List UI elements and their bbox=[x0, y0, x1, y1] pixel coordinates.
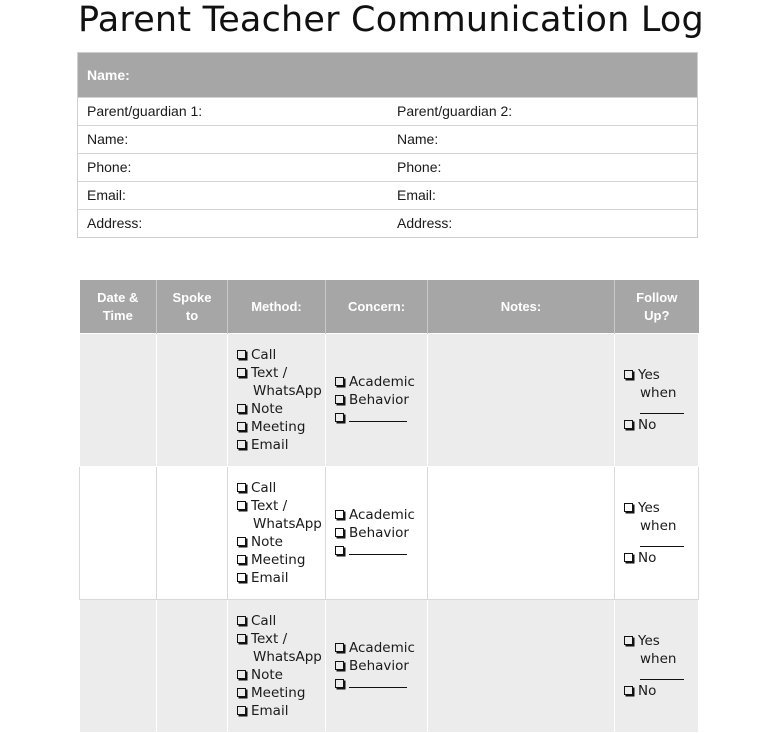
method-text-option[interactable]: Text / bbox=[237, 630, 325, 648]
date-time-cell[interactable] bbox=[80, 600, 157, 733]
checkbox-icon[interactable] bbox=[335, 377, 344, 386]
method-text-label-cont: WhatsApp bbox=[253, 383, 322, 399]
follow-yes-option[interactable]: Yes bbox=[624, 632, 698, 650]
log-entry-row bbox=[80, 334, 699, 467]
info-row bbox=[78, 209, 697, 237]
concern-other-option[interactable] bbox=[335, 542, 427, 560]
when-blank-line[interactable] bbox=[640, 535, 684, 547]
checkbox-icon[interactable] bbox=[335, 413, 344, 422]
spoke-to-cell[interactable] bbox=[157, 467, 228, 600]
concern-other-option[interactable] bbox=[335, 675, 427, 693]
date-time-cell[interactable] bbox=[80, 467, 157, 600]
page-title: Parent Teacher Communication Log bbox=[78, 0, 704, 40]
follow-yes-option[interactable]: Yes bbox=[624, 366, 698, 384]
method-call-option[interactable]: Call bbox=[237, 612, 325, 630]
notes-cell[interactable] bbox=[428, 467, 615, 600]
student-name-header[interactable]: Name: bbox=[78, 53, 697, 97]
notes-cell[interactable] bbox=[428, 334, 615, 467]
spoke-to-header: Spoke to bbox=[157, 280, 228, 334]
method-email-option[interactable]: Email bbox=[237, 569, 325, 587]
checkbox-icon[interactable] bbox=[237, 555, 246, 564]
info-row bbox=[78, 181, 697, 209]
log-entry-row bbox=[80, 467, 699, 600]
parent1-email-field[interactable]: Email: bbox=[87, 187, 126, 203]
log-entry-row bbox=[80, 600, 699, 733]
follow-when-label: when bbox=[640, 518, 677, 534]
checkbox-icon[interactable] bbox=[335, 528, 344, 537]
follow-no-option[interactable]: No bbox=[624, 682, 698, 700]
method-cell bbox=[228, 600, 326, 733]
follow-up-header: Follow Up? bbox=[615, 280, 699, 334]
info-row bbox=[78, 153, 697, 181]
concern-academic-option[interactable]: Academic bbox=[335, 373, 427, 391]
checkbox-icon[interactable] bbox=[624, 686, 633, 695]
follow-yes-option[interactable]: Yes bbox=[624, 499, 698, 517]
checkbox-icon[interactable] bbox=[335, 510, 344, 519]
checkbox-icon[interactable] bbox=[624, 370, 633, 379]
info-row bbox=[78, 97, 697, 125]
concern-cell bbox=[326, 467, 428, 600]
follow-when-label: when bbox=[640, 651, 677, 667]
method-meeting-option[interactable]: Meeting bbox=[237, 684, 325, 702]
date-time-cell[interactable] bbox=[80, 334, 157, 467]
spoke-to-cell[interactable] bbox=[157, 334, 228, 467]
follow-no-option[interactable]: No bbox=[624, 416, 698, 434]
checkbox-icon[interactable] bbox=[237, 368, 246, 377]
checkbox-icon[interactable] bbox=[237, 440, 246, 449]
method-text-label-cont: WhatsApp bbox=[253, 649, 322, 665]
checkbox-icon[interactable] bbox=[335, 661, 344, 670]
concern-cell bbox=[326, 600, 428, 733]
concern-header: Concern: bbox=[326, 280, 428, 334]
follow-up-cell bbox=[615, 600, 699, 733]
info-row bbox=[78, 125, 697, 153]
method-meeting-option[interactable]: Meeting bbox=[237, 551, 325, 569]
concern-cell bbox=[326, 334, 428, 467]
checkbox-icon[interactable] bbox=[237, 634, 246, 643]
parent2-email-field[interactable]: Email: bbox=[397, 187, 436, 203]
method-email-option[interactable]: Email bbox=[237, 702, 325, 720]
method-call-option[interactable]: Call bbox=[237, 346, 325, 364]
checkbox-icon[interactable] bbox=[335, 395, 344, 404]
date-time-header: Date & Time bbox=[80, 280, 157, 334]
parent1-label[interactable]: Parent/guardian 1: bbox=[87, 103, 203, 119]
checkbox-icon[interactable] bbox=[237, 537, 246, 546]
parent1-name-field[interactable]: Name: bbox=[87, 131, 129, 147]
method-call-option[interactable]: Call bbox=[237, 479, 325, 497]
concern-academic-option[interactable]: Academic bbox=[335, 639, 427, 657]
parent2-name-field[interactable]: Name: bbox=[397, 131, 439, 147]
follow-no-option[interactable]: No bbox=[624, 549, 698, 567]
when-blank-line[interactable] bbox=[640, 668, 684, 680]
concern-behavior-option[interactable]: Behavior bbox=[335, 657, 427, 675]
follow-up-cell bbox=[615, 467, 699, 600]
parent2-address-field[interactable]: Address: bbox=[397, 215, 453, 231]
checkbox-icon[interactable] bbox=[335, 546, 344, 555]
notes-cell[interactable] bbox=[428, 600, 615, 733]
checkbox-icon[interactable] bbox=[237, 616, 246, 625]
method-text-option[interactable]: Text / bbox=[237, 497, 325, 515]
blank-line[interactable] bbox=[349, 411, 407, 422]
checkbox-icon[interactable] bbox=[237, 422, 246, 431]
parent1-address-field[interactable]: Address: bbox=[87, 215, 143, 231]
method-email-option[interactable]: Email bbox=[237, 436, 325, 454]
checkbox-icon[interactable] bbox=[237, 501, 246, 510]
method-meeting-option[interactable]: Meeting bbox=[237, 418, 325, 436]
method-note-option[interactable]: Note bbox=[237, 666, 325, 684]
checkbox-icon[interactable] bbox=[335, 643, 344, 652]
follow-when-label: when bbox=[640, 385, 677, 401]
contact-info-table bbox=[77, 52, 698, 238]
checkbox-icon[interactable] bbox=[624, 553, 633, 562]
checkbox-icon[interactable] bbox=[237, 670, 246, 679]
method-note-option[interactable]: Note bbox=[237, 400, 325, 418]
checkbox-icon[interactable] bbox=[237, 404, 246, 413]
concern-behavior-option[interactable]: Behavior bbox=[335, 524, 427, 542]
notes-header: Notes: bbox=[428, 280, 615, 334]
blank-line[interactable] bbox=[349, 677, 407, 688]
checkbox-icon[interactable] bbox=[624, 503, 633, 512]
checkbox-icon[interactable] bbox=[237, 573, 246, 582]
method-note-option[interactable]: Note bbox=[237, 533, 325, 551]
concern-behavior-option[interactable]: Behavior bbox=[335, 391, 427, 409]
concern-other-option[interactable] bbox=[335, 409, 427, 427]
parent2-label[interactable]: Parent/guardian 2: bbox=[397, 103, 513, 119]
method-text-option[interactable]: Text / bbox=[237, 364, 325, 382]
checkbox-icon[interactable] bbox=[237, 350, 246, 359]
spoke-to-cell[interactable] bbox=[157, 600, 228, 733]
method-cell bbox=[228, 334, 326, 467]
follow-up-cell bbox=[615, 334, 699, 467]
checkbox-icon[interactable] bbox=[237, 688, 246, 697]
method-text-label-cont: WhatsApp bbox=[253, 516, 322, 532]
method-cell bbox=[228, 467, 326, 600]
log-header-row bbox=[80, 280, 699, 334]
blank-line[interactable] bbox=[349, 544, 407, 555]
checkbox-icon[interactable] bbox=[335, 679, 344, 688]
communication-log-table bbox=[79, 280, 699, 733]
method-header: Method: bbox=[228, 280, 326, 334]
parent1-phone-field[interactable]: Phone: bbox=[87, 159, 132, 175]
checkbox-icon[interactable] bbox=[237, 483, 246, 492]
checkbox-icon[interactable] bbox=[624, 420, 633, 429]
checkbox-icon[interactable] bbox=[237, 706, 246, 715]
parent2-phone-field[interactable]: Phone: bbox=[397, 159, 442, 175]
checkbox-icon[interactable] bbox=[624, 636, 633, 645]
when-blank-line[interactable] bbox=[640, 402, 684, 414]
concern-academic-option[interactable]: Academic bbox=[335, 506, 427, 524]
